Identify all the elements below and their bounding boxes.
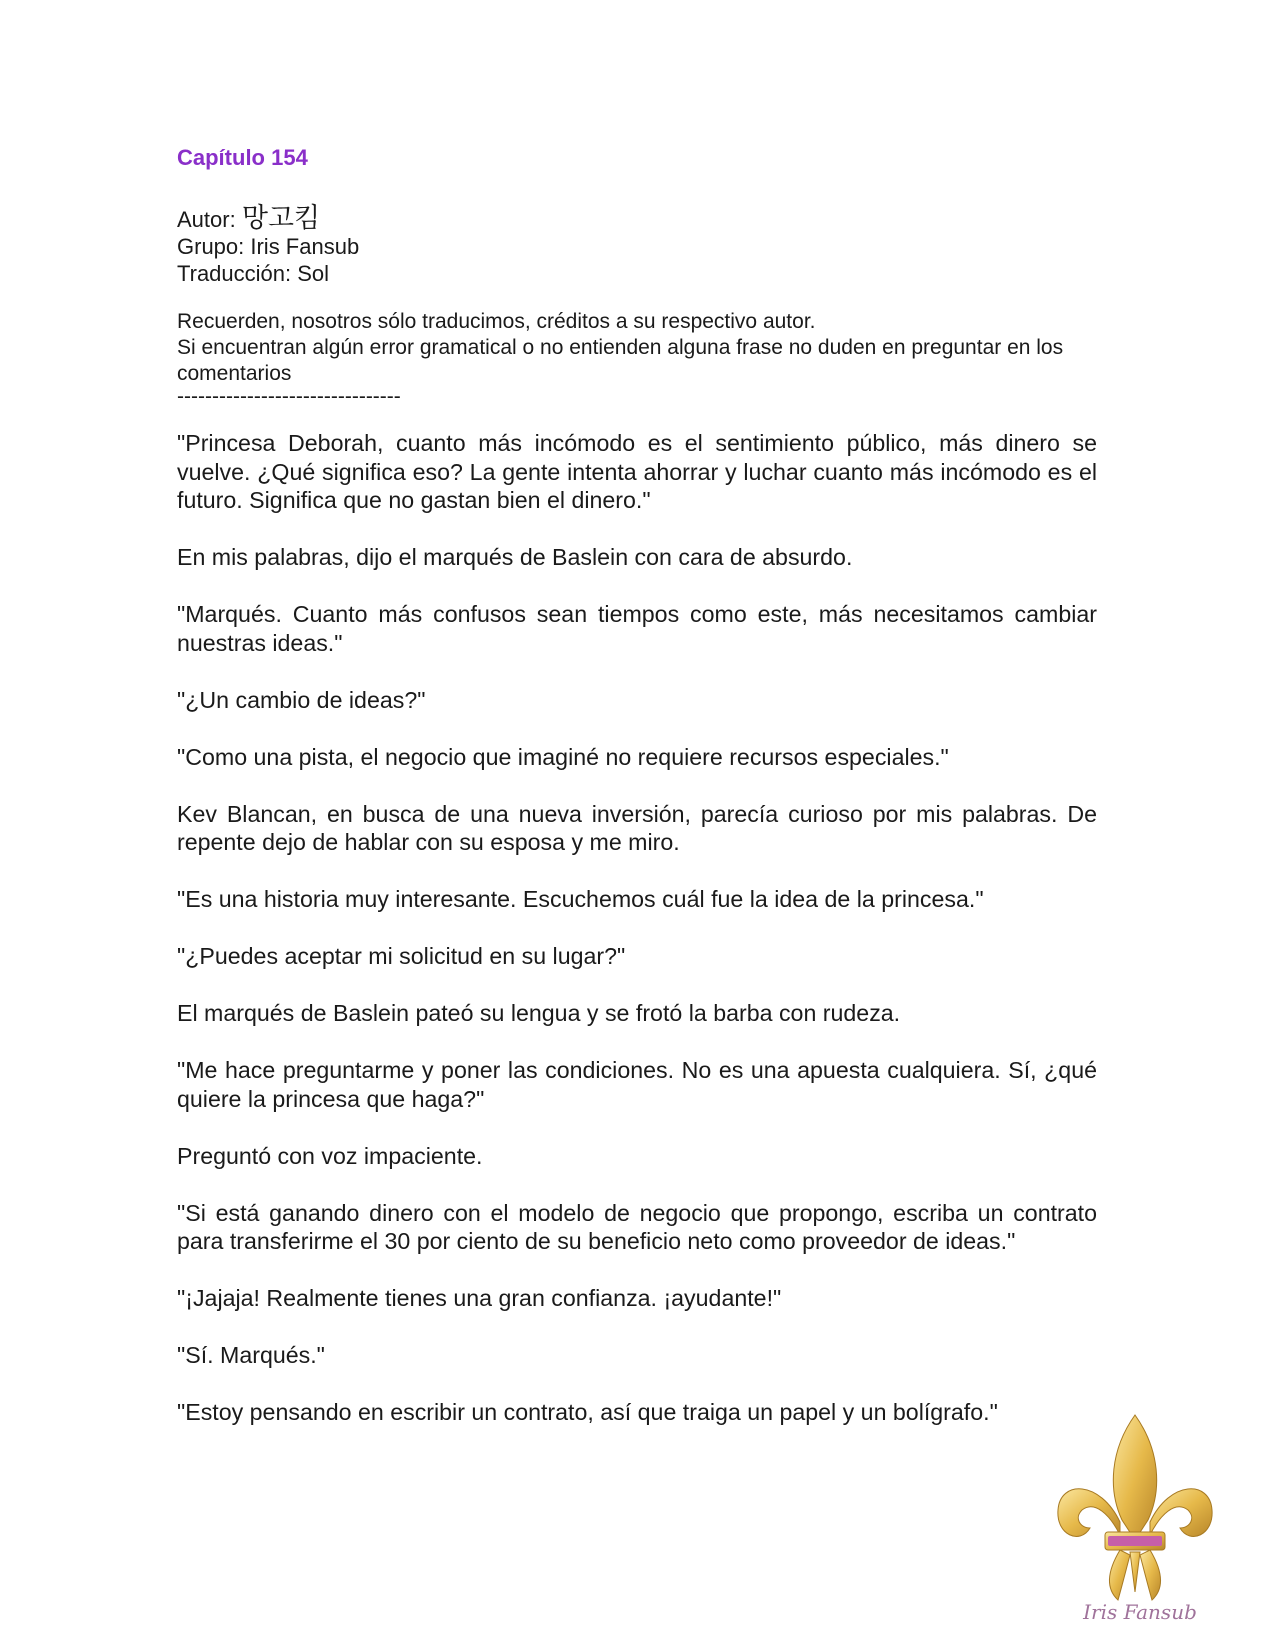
separator-line: -------------------------------- (177, 387, 401, 407)
paragraph: "Me hace preguntarme y poner las condiciones. No es una apuesta cualquiera. Sí, ¿qué quiere la princesa que haga?" (177, 1057, 1097, 1112)
author-name: 망고킴 (241, 203, 321, 233)
author-line (177, 205, 1097, 233)
paragraph: "Sí. Marqués." (177, 1342, 325, 1368)
paragraph: "Si está ganando dinero con el modelo de negocio que propongo, escriba un contrato para transferirme el 30 por ciento de su beneficio neto como proveedor de ideas." (177, 1199, 1097, 1254)
notice-line-1: Recuerden, nosotros sólo traducimos, créditos a su respectivo autor. (177, 310, 816, 333)
translator-notice (177, 309, 1097, 407)
paragraph: El marqués de Baslein pateó su lengua y se frotó la barba con rudeza. (177, 1000, 901, 1026)
credits-block (177, 205, 1097, 287)
paragraph: "¿Un cambio de ideas?" (177, 686, 426, 713)
paragraph: "Princesa Deborah, cuanto más incómodo es el sentimiento público, más dinero se vuelve. ¿Qué significa eso? La gente intenta ahorrar y luchar cuanto más incómodo es el futuro. Significa que no gastan bien el dinero." (177, 430, 1097, 513)
paragraph: "Es una historia muy interesante. Escuchemos cuál fue la idea de la princesa." (177, 886, 984, 912)
paragraph: Kev Blancan, en busca de una nueva inversión, parecía curioso por mis palabras. De repente dejo de hablar con su esposa y me miro. (177, 800, 1097, 855)
chapter-body (177, 429, 1097, 1427)
notice-line-2: Si encuentran algún error gramatical o no entienden alguna frase no duden en preguntar en los comentarios (177, 336, 1064, 385)
fleur-de-lis-icon (1050, 1410, 1220, 1630)
author-label: Autor: (177, 207, 236, 232)
logo-caption: Iris Fansub (1083, 1600, 1197, 1624)
document-page (177, 145, 1097, 1455)
paragraph: "Marqués. Cuanto más confusos sean tiempos como este, más necesitamos cambiar nuestras ideas." (177, 601, 1097, 656)
paragraph: Preguntó con voz impaciente. (177, 1142, 483, 1169)
group-line: Grupo: Iris Fansub (177, 234, 360, 259)
paragraph: "¡Jajaja! Realmente tienes una gran confianza. ¡ayudante!" (177, 1285, 782, 1311)
translation-line: Traducción: Sol (177, 261, 330, 286)
chapter-title: Capítulo 154 (177, 145, 308, 170)
paragraph: "Como una pista, el negocio que imaginé no requiere recursos especiales." (177, 743, 949, 770)
paragraph: "¿Puedes aceptar mi solicitud en su lugar?" (177, 943, 626, 969)
paragraph: En mis palabras, dijo el marqués de Baslein con cara de absurdo. (177, 544, 853, 570)
paragraph: "Estoy pensando en escribir un contrato, así que traiga un papel y un bolígrafo." (177, 1399, 998, 1425)
